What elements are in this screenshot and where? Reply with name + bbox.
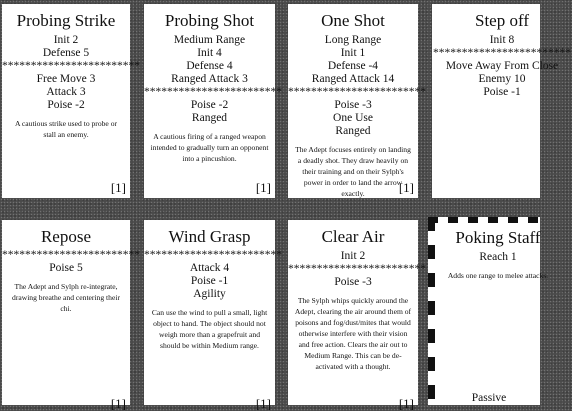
card-stat: Defense 4 xyxy=(186,60,233,72)
card-stat: Ranged xyxy=(335,125,371,137)
card-stat: Defense 5 xyxy=(42,47,90,59)
card-stat: Poise -2 xyxy=(190,99,229,111)
card-stat: Enemy 10 xyxy=(478,73,526,85)
card-stat: Medium Range xyxy=(173,34,246,46)
card-stat: Ranged Attack 14 xyxy=(311,73,395,85)
card-stat: Init 2 xyxy=(53,34,79,46)
card-title: One Shot xyxy=(321,11,385,30)
card-stat: Init 4 xyxy=(197,47,222,59)
card-cost: [1] xyxy=(255,396,271,411)
card-stat: Defense -4 xyxy=(327,60,379,72)
card-cost: [1] xyxy=(398,396,414,411)
card-stat: Ranged Attack 3 xyxy=(171,73,248,85)
card-divider: ************************ xyxy=(288,263,426,275)
card-stat: Attack 4 xyxy=(189,262,230,274)
card-divider: ************************ xyxy=(2,249,140,261)
card-stat: Free Move 3 xyxy=(36,73,96,85)
card-passive-label: Passive xyxy=(471,392,507,404)
card-stat: Attack 3 xyxy=(46,86,86,98)
card-divider: ************************ xyxy=(144,249,282,261)
card-stat: Init 1 xyxy=(340,47,366,59)
card-cost: [1] xyxy=(110,396,126,411)
card-stat: Move Away From Close xyxy=(445,60,559,72)
card-description: A cautious firing of a ranged weapon intended to gradually turn an opponent into a pincushion. xyxy=(150,132,269,163)
card-description: A cautious strike used to probe or stall an enemy. xyxy=(14,119,118,139)
card-step-off[interactable] xyxy=(432,4,571,198)
card-probing-shot[interactable] xyxy=(144,4,282,198)
card-divider: ************************ xyxy=(288,86,426,98)
card-stat: Agility xyxy=(193,288,226,300)
card-divider: ************************ xyxy=(144,86,282,98)
card-probing-strike[interactable] xyxy=(2,4,140,198)
card-dashed-edge xyxy=(428,217,435,405)
card-stat: Poise 5 xyxy=(49,262,83,274)
card-description: Can use the wind to pull a small, light object to hand. The object should not weigh more than a grapefruit and should be within Medium range. xyxy=(151,308,268,350)
card-cost: [1] xyxy=(398,180,414,195)
card-description: The Adept focuses entirely on landing a deadly shot. They draw heavily on their training and on their Sylph's power in order to land the arrow exactly. xyxy=(295,145,411,198)
card-title: Probing Shot xyxy=(164,11,255,30)
card-stat: Poise -2 xyxy=(47,99,85,111)
card-wind-grasp[interactable] xyxy=(144,220,282,411)
card-title: Probing Strike xyxy=(16,11,116,30)
card-stat: Init 8 xyxy=(489,34,515,46)
card-stat: Long Range xyxy=(324,34,382,46)
card-dashed-edge xyxy=(428,217,540,223)
card-stat: Poise -1 xyxy=(190,275,229,287)
card-divider: ************************ xyxy=(2,60,140,72)
card-divider: ************************ xyxy=(433,47,571,59)
card-title: Clear Air xyxy=(321,227,385,246)
card-cost: [1] xyxy=(255,180,271,195)
card-stat: Init 2 xyxy=(340,250,366,262)
card-stat: Poise -3 xyxy=(334,276,372,288)
card-title: Repose xyxy=(40,227,92,246)
card-repose[interactable] xyxy=(2,220,140,411)
card-title: Poking Staff xyxy=(455,228,541,247)
card-stat: One Use xyxy=(333,112,373,124)
card-clear-air[interactable] xyxy=(288,220,426,411)
card-stat: Reach 1 xyxy=(479,251,517,263)
card-one-shot[interactable] xyxy=(288,4,426,198)
card-title: Step off xyxy=(475,11,529,30)
card-title: Wind Grasp xyxy=(168,227,251,246)
card-description: The Adept and Sylph re-integrate, drawing breathe and centering their chi. xyxy=(12,282,120,313)
card-stat: Ranged xyxy=(191,112,228,124)
card-poking-staff[interactable] xyxy=(428,217,549,405)
card-stat: Poise -3 xyxy=(334,99,372,111)
card-stat: Poise -1 xyxy=(483,86,521,98)
card-description: Adds one range to melee attacks. xyxy=(447,271,549,280)
card-description: The Sylph whips quickly around the Adept, clearing the air around them of poisons and fog/dust/mites that would otherwise interfere with their vision and free action. Clears the air out to Medium Range. This can be de-activated with a thought. xyxy=(294,296,412,371)
card-cost: [1] xyxy=(110,180,126,195)
